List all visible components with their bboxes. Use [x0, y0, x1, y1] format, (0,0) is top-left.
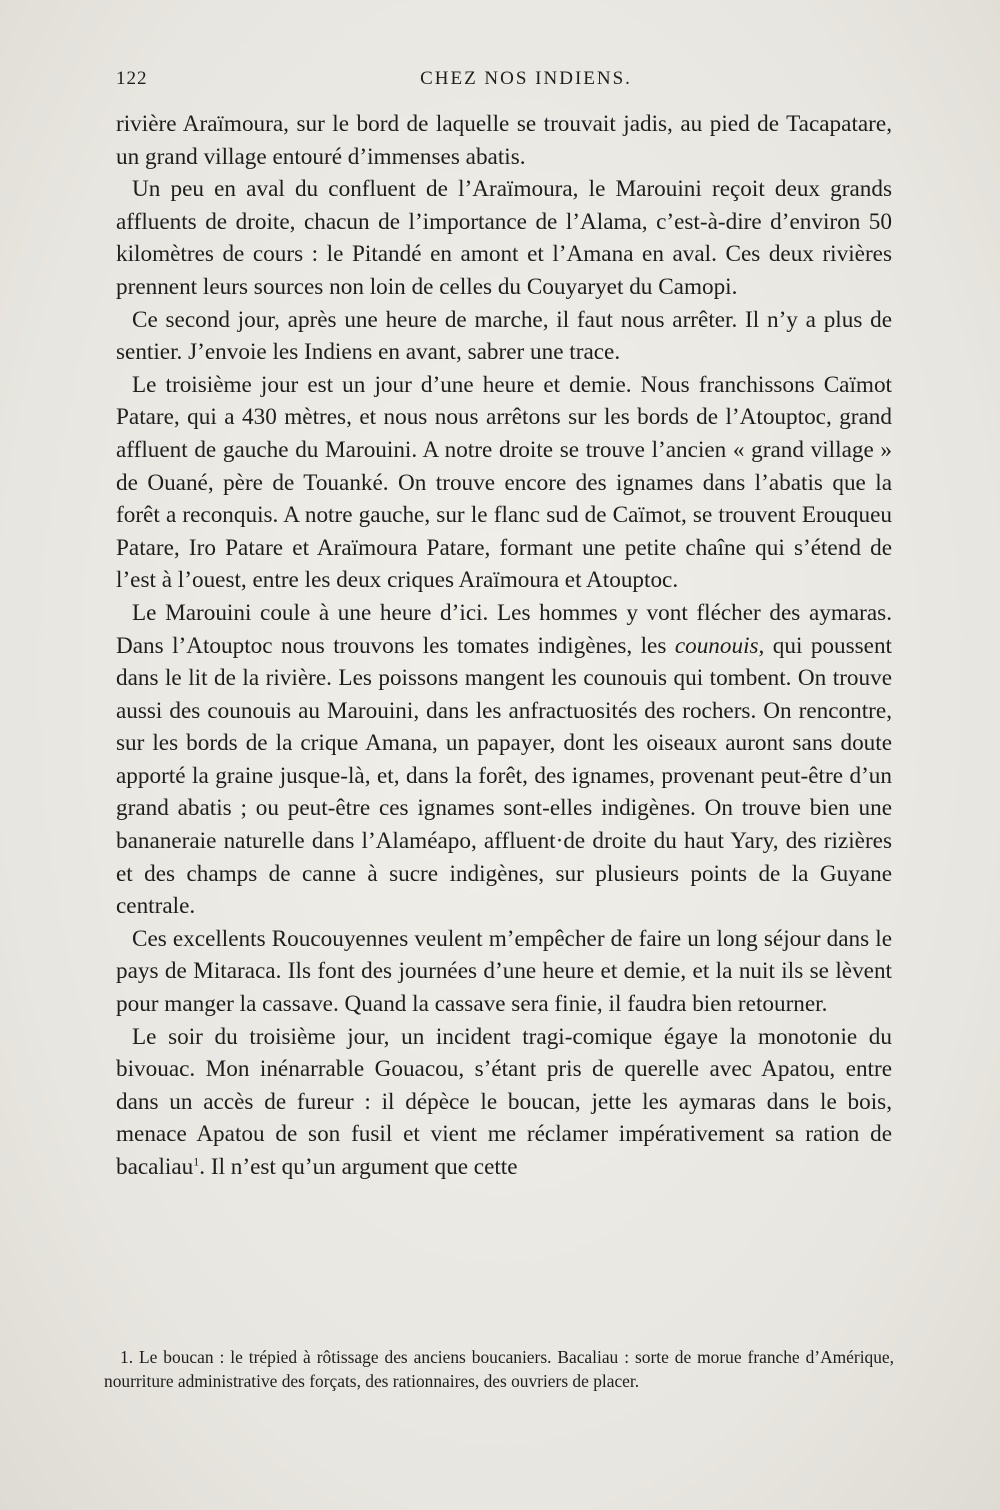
page-header: [116, 68, 896, 98]
paragraph-text: Le Marouini coule à une heure d’ici. Les hommes y vont flécher des aymaras. Dans l’Atouptoc nous trouvons les tomates indigènes, les: [116, 599, 892, 659]
paragraph: Ces excellents Roucouyennes veulent m’empêcher de faire un long séjour dans le pays de Mitaraca. Ils font des journées d’une heure et demie, et la nuit ils se lèvent pour manger la cassave. Quand la cassave sera finie, il faudra bien retourner.: [116, 925, 892, 1018]
paragraph: Ce second jour, après une heure de marche, il faut nous arrêter. Il n’y a plus de sentier. J’envoie les Indiens en avant, sabrer une trace.: [116, 306, 892, 366]
footnote: 1. Le boucan : le trépied à rôtissage des anciens boucaniers. Bacaliau : sorte de morue franche d’Amérique, nourriture administrative des forçats, des rationnaires, des ouvriers de placer.: [104, 1347, 894, 1391]
paragraph: rivière Araïmoura, sur le bord de laquelle se trouvait jadis, au pied de Tacapatare, un grand village entouré d’immenses abatis.: [116, 111, 892, 170]
paragraph: Un peu en aval du confluent de l’Araïmoura, le Marouini reçoit deux grands affluents de droite, chacun de l’importance de l’Alama, c’est-à-dire d’environ 50 kilomètres de cours : le Pitandé en amont et l’Amana en aval. Ces deux rivières prennent leurs sources non loin de celles du Couyaryet du Camopi.: [116, 176, 892, 300]
footnote-marker: 1: [193, 1154, 200, 1169]
footnotes: [104, 1345, 894, 1393]
paragraph-text: Le soir du troisième jour, un incident tragi-comique égaye la monotonie du bivouac. Mon inénarrable Gouacou, s’étant pris de querelle avec Apatou, entre dans un accès de fureur : il dépèce le boucan, jette les aymaras dans le bois, menace Apatou de son fusil et vient me réclamer impérativement sa ration de bacaliau: [116, 1023, 892, 1180]
paragraph: Le troisième jour est un jour d’une heure et demie. Nous franchissons Caïmot Patare, qui a 430 mètres, et nous nous arrêtons sur les bords de l’Atouptoc, grand affluent de gauche du Marouini. A notre droite se trouve l’ancien « grand village » de Ouané, père de Touanké. On trouve encore des ignames dans l’abatis que la forêt a reconquis. A notre gauche, sur le flanc sud de Caïmot, se trouvent Erouqueu Patare, Iro Patare et Araïmoura Patare, formant une petite chaîne qui s’étend de l’est à l’ouest, entre les deux criques Araïmoura et Atouptoc.: [116, 371, 892, 594]
running-title: CHEZ NOS INDIENS.: [420, 68, 632, 89]
body-text: [116, 108, 892, 1184]
paragraph-text: qui poussent dans le lit de la rivière. Les poissons mangent les counouis qui tombent. On trouve aussi des counouis au Marouini, dans les anfractuosités des rochers. On rencontre, sur les bords de la crique Amana, un papayer, dont les oiseaux auront sans doute apporté la graine jusque-là, et, dans la forêt, des ignames, provenant peut-être d’un grand abatis ; ou peut-être ces ignames sont-elles indigènes. On trouve bien une bananeraie naturelle dans l’Alaméapo, affluent·de droite du haut Yary, des rizières et des champs de canne à sucre indigènes, sur plusieurs points de la Guyane centrale.: [116, 632, 892, 920]
page-number: 122: [116, 68, 148, 89]
paragraph-text: . Il n’est qu’un argument que cette: [199, 1154, 518, 1180]
italic-term: counouis,: [674, 632, 765, 659]
paragraph: [116, 597, 892, 923]
paragraph: [116, 1021, 892, 1184]
